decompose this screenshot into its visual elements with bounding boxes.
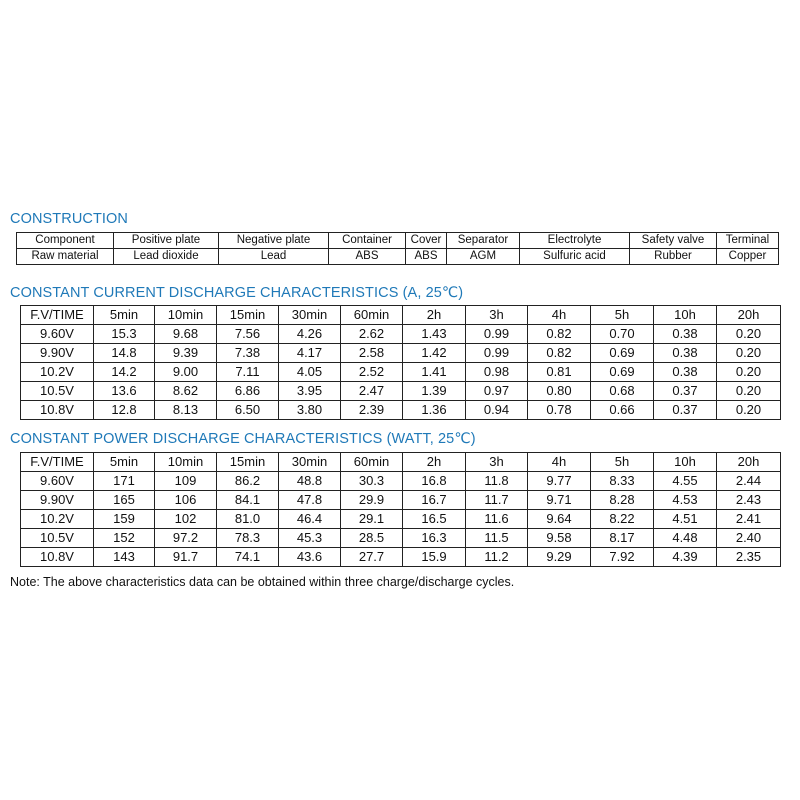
table-cell: 0.68 bbox=[591, 382, 654, 401]
table-cell: 0.99 bbox=[466, 344, 528, 363]
table-cell: 7.56 bbox=[217, 325, 279, 344]
table-cell: 109 bbox=[155, 472, 217, 491]
table-cell: 0.82 bbox=[528, 344, 591, 363]
table-cell: 11.6 bbox=[466, 510, 528, 529]
table-cell: 4.51 bbox=[654, 510, 717, 529]
table-cell: 4.48 bbox=[654, 529, 717, 548]
table-cell: 16.8 bbox=[403, 472, 466, 491]
table-cell: 0.20 bbox=[717, 344, 781, 363]
table-cell: 8.22 bbox=[591, 510, 654, 529]
column-header: 60min bbox=[341, 453, 403, 472]
construction-title: CONSTRUCTION bbox=[10, 211, 128, 227]
row-label-cell: 9.90V bbox=[21, 344, 94, 363]
table-cell: ABS bbox=[406, 249, 447, 265]
table-cell: ABS bbox=[329, 249, 406, 265]
table-cell: 0.97 bbox=[466, 382, 528, 401]
column-header: 60min bbox=[341, 306, 403, 325]
column-header: 10min bbox=[155, 306, 217, 325]
table-cell: 2.52 bbox=[341, 363, 403, 382]
table-cell: 4.39 bbox=[654, 548, 717, 567]
table-cell: 74.1 bbox=[217, 548, 279, 567]
table-cell: 46.4 bbox=[279, 510, 341, 529]
table-cell: Negative plate bbox=[219, 233, 329, 249]
column-header: 5min bbox=[94, 306, 155, 325]
table-cell: 4.55 bbox=[654, 472, 717, 491]
table-cell: 0.20 bbox=[717, 382, 781, 401]
table-cell: Lead dioxide bbox=[114, 249, 219, 265]
table-cell: 106 bbox=[155, 491, 217, 510]
row-label-cell: 9.60V bbox=[21, 472, 94, 491]
table-cell: 0.38 bbox=[654, 363, 717, 382]
table-cell: AGM bbox=[447, 249, 520, 265]
table-cell: 4.05 bbox=[279, 363, 341, 382]
table-cell: 11.7 bbox=[466, 491, 528, 510]
current-discharge-title: CONSTANT CURRENT DISCHARGE CHARACTERISTICS (A, 25℃) bbox=[10, 285, 464, 301]
table-cell: 81.0 bbox=[217, 510, 279, 529]
row-label-cell: Component bbox=[17, 233, 114, 249]
table-cell: 8.33 bbox=[591, 472, 654, 491]
note-text: Note: The above characteristics data can be obtained within three charge/discharge cycles. bbox=[10, 575, 515, 589]
table-row bbox=[21, 510, 781, 529]
column-header: 5min bbox=[94, 453, 155, 472]
table-cell: 143 bbox=[94, 548, 155, 567]
table-cell: 84.1 bbox=[217, 491, 279, 510]
table-cell: 0.98 bbox=[466, 363, 528, 382]
table-cell: 9.00 bbox=[155, 363, 217, 382]
table-cell: Terminal bbox=[717, 233, 779, 249]
row-label-cell: 9.90V bbox=[21, 491, 94, 510]
table-cell: 16.3 bbox=[403, 529, 466, 548]
table-row bbox=[21, 548, 781, 567]
table-cell: 12.8 bbox=[94, 401, 155, 420]
current-discharge-body bbox=[21, 306, 781, 420]
row-label-cell: 10.8V bbox=[21, 401, 94, 420]
table-cell: 152 bbox=[94, 529, 155, 548]
table-cell: 8.28 bbox=[591, 491, 654, 510]
table-cell: 29.9 bbox=[341, 491, 403, 510]
table-cell: 2.35 bbox=[717, 548, 781, 567]
table-cell: 0.37 bbox=[654, 382, 717, 401]
table-row bbox=[21, 382, 781, 401]
table-row bbox=[21, 401, 781, 420]
construction-row bbox=[17, 233, 779, 249]
table-cell: Separator bbox=[447, 233, 520, 249]
construction-body bbox=[17, 233, 779, 265]
construction-row bbox=[17, 249, 779, 265]
table-cell: 2.39 bbox=[341, 401, 403, 420]
header-row bbox=[21, 306, 781, 325]
column-header: 30min bbox=[279, 453, 341, 472]
table-cell: 4.17 bbox=[279, 344, 341, 363]
table-cell: 91.7 bbox=[155, 548, 217, 567]
table-cell: 48.8 bbox=[279, 472, 341, 491]
table-cell: 159 bbox=[94, 510, 155, 529]
table-cell: Safety valve bbox=[630, 233, 717, 249]
table-cell: 2.40 bbox=[717, 529, 781, 548]
construction-table bbox=[16, 232, 779, 265]
column-header: F.V/TIME bbox=[21, 453, 94, 472]
column-header: 3h bbox=[466, 306, 528, 325]
table-cell: Lead bbox=[219, 249, 329, 265]
table-cell: 0.20 bbox=[717, 363, 781, 382]
table-row bbox=[21, 344, 781, 363]
table-cell: 9.64 bbox=[528, 510, 591, 529]
table-cell: 9.71 bbox=[528, 491, 591, 510]
column-header: 20h bbox=[717, 453, 781, 472]
table-cell: 14.2 bbox=[94, 363, 155, 382]
table-cell: 9.29 bbox=[528, 548, 591, 567]
table-cell: 78.3 bbox=[217, 529, 279, 548]
table-cell: Rubber bbox=[630, 249, 717, 265]
column-header: 3h bbox=[466, 453, 528, 472]
column-header: 15min bbox=[217, 453, 279, 472]
table-cell: 0.82 bbox=[528, 325, 591, 344]
table-cell: 2.44 bbox=[717, 472, 781, 491]
table-cell: 2.58 bbox=[341, 344, 403, 363]
table-cell: 7.11 bbox=[217, 363, 279, 382]
column-header: 5h bbox=[591, 306, 654, 325]
table-cell: 0.20 bbox=[717, 325, 781, 344]
row-label-cell: 10.2V bbox=[21, 363, 94, 382]
table-cell: 0.69 bbox=[591, 363, 654, 382]
table-cell: 1.41 bbox=[403, 363, 466, 382]
table-cell: 27.7 bbox=[341, 548, 403, 567]
table-cell: 11.5 bbox=[466, 529, 528, 548]
table-cell: 15.9 bbox=[403, 548, 466, 567]
column-header: 2h bbox=[403, 306, 466, 325]
table-cell: 7.92 bbox=[591, 548, 654, 567]
table-cell: 1.36 bbox=[403, 401, 466, 420]
table-cell: 0.78 bbox=[528, 401, 591, 420]
table-cell: 1.39 bbox=[403, 382, 466, 401]
row-label-cell: 10.2V bbox=[21, 510, 94, 529]
table-cell: 13.6 bbox=[94, 382, 155, 401]
column-header: 10h bbox=[654, 453, 717, 472]
table-cell: 29.1 bbox=[341, 510, 403, 529]
table-cell: 45.3 bbox=[279, 529, 341, 548]
table-cell: 0.20 bbox=[717, 401, 781, 420]
table-cell: 0.38 bbox=[654, 344, 717, 363]
table-cell: 15.3 bbox=[94, 325, 155, 344]
table-cell: 30.3 bbox=[341, 472, 403, 491]
column-header: 15min bbox=[217, 306, 279, 325]
table-cell: 8.62 bbox=[155, 382, 217, 401]
table-cell: 97.2 bbox=[155, 529, 217, 548]
column-header: 20h bbox=[717, 306, 781, 325]
table-cell: 4.26 bbox=[279, 325, 341, 344]
row-label-cell: 10.5V bbox=[21, 529, 94, 548]
power-discharge-table bbox=[20, 452, 781, 567]
table-cell: 0.81 bbox=[528, 363, 591, 382]
table-cell: Electrolyte bbox=[520, 233, 630, 249]
table-cell: 9.58 bbox=[528, 529, 591, 548]
table-row bbox=[21, 491, 781, 510]
current-discharge-table bbox=[20, 305, 781, 420]
table-row bbox=[21, 363, 781, 382]
table-cell: 11.2 bbox=[466, 548, 528, 567]
table-cell: 4.53 bbox=[654, 491, 717, 510]
table-cell: 2.41 bbox=[717, 510, 781, 529]
table-cell: 43.6 bbox=[279, 548, 341, 567]
table-cell: 102 bbox=[155, 510, 217, 529]
table-cell: 47.8 bbox=[279, 491, 341, 510]
table-cell: 9.39 bbox=[155, 344, 217, 363]
table-cell: 2.43 bbox=[717, 491, 781, 510]
column-header: 10h bbox=[654, 306, 717, 325]
table-cell: 9.77 bbox=[528, 472, 591, 491]
table-cell: 7.38 bbox=[217, 344, 279, 363]
column-header: 30min bbox=[279, 306, 341, 325]
row-label-cell: 9.60V bbox=[21, 325, 94, 344]
table-cell: 16.5 bbox=[403, 510, 466, 529]
table-cell: 0.38 bbox=[654, 325, 717, 344]
column-header: 5h bbox=[591, 453, 654, 472]
table-row bbox=[21, 472, 781, 491]
table-cell: 0.66 bbox=[591, 401, 654, 420]
column-header: 4h bbox=[528, 306, 591, 325]
table-cell: 9.68 bbox=[155, 325, 217, 344]
table-cell: 3.95 bbox=[279, 382, 341, 401]
header-row bbox=[21, 453, 781, 472]
table-cell: Cover bbox=[406, 233, 447, 249]
table-row bbox=[21, 325, 781, 344]
table-cell: Positive plate bbox=[114, 233, 219, 249]
table-cell: 2.47 bbox=[341, 382, 403, 401]
table-cell: 28.5 bbox=[341, 529, 403, 548]
table-cell: 0.94 bbox=[466, 401, 528, 420]
table-cell: 6.86 bbox=[217, 382, 279, 401]
row-label-cell: Raw material bbox=[17, 249, 114, 265]
table-cell: 1.43 bbox=[403, 325, 466, 344]
table-cell: 0.99 bbox=[466, 325, 528, 344]
table-cell: 2.62 bbox=[341, 325, 403, 344]
column-header: 4h bbox=[528, 453, 591, 472]
table-cell: 8.13 bbox=[155, 401, 217, 420]
column-header: 2h bbox=[403, 453, 466, 472]
power-discharge-body bbox=[21, 453, 781, 567]
table-cell: 171 bbox=[94, 472, 155, 491]
row-label-cell: 10.8V bbox=[21, 548, 94, 567]
table-cell: Copper bbox=[717, 249, 779, 265]
column-header: 10min bbox=[155, 453, 217, 472]
table-cell: 0.37 bbox=[654, 401, 717, 420]
table-cell: 6.50 bbox=[217, 401, 279, 420]
table-row bbox=[21, 529, 781, 548]
table-cell: Container bbox=[329, 233, 406, 249]
table-cell: 0.80 bbox=[528, 382, 591, 401]
table-cell: 86.2 bbox=[217, 472, 279, 491]
column-header: F.V/TIME bbox=[21, 306, 94, 325]
table-cell: 165 bbox=[94, 491, 155, 510]
table-cell: 0.69 bbox=[591, 344, 654, 363]
table-cell: 11.8 bbox=[466, 472, 528, 491]
power-discharge-title: CONSTANT POWER DISCHARGE CHARACTERISTICS (WATT, 25℃) bbox=[10, 431, 476, 447]
table-cell: 16.7 bbox=[403, 491, 466, 510]
table-cell: Sulfuric acid bbox=[520, 249, 630, 265]
table-cell: 3.80 bbox=[279, 401, 341, 420]
table-cell: 1.42 bbox=[403, 344, 466, 363]
row-label-cell: 10.5V bbox=[21, 382, 94, 401]
table-cell: 14.8 bbox=[94, 344, 155, 363]
table-cell: 8.17 bbox=[591, 529, 654, 548]
table-cell: 0.70 bbox=[591, 325, 654, 344]
